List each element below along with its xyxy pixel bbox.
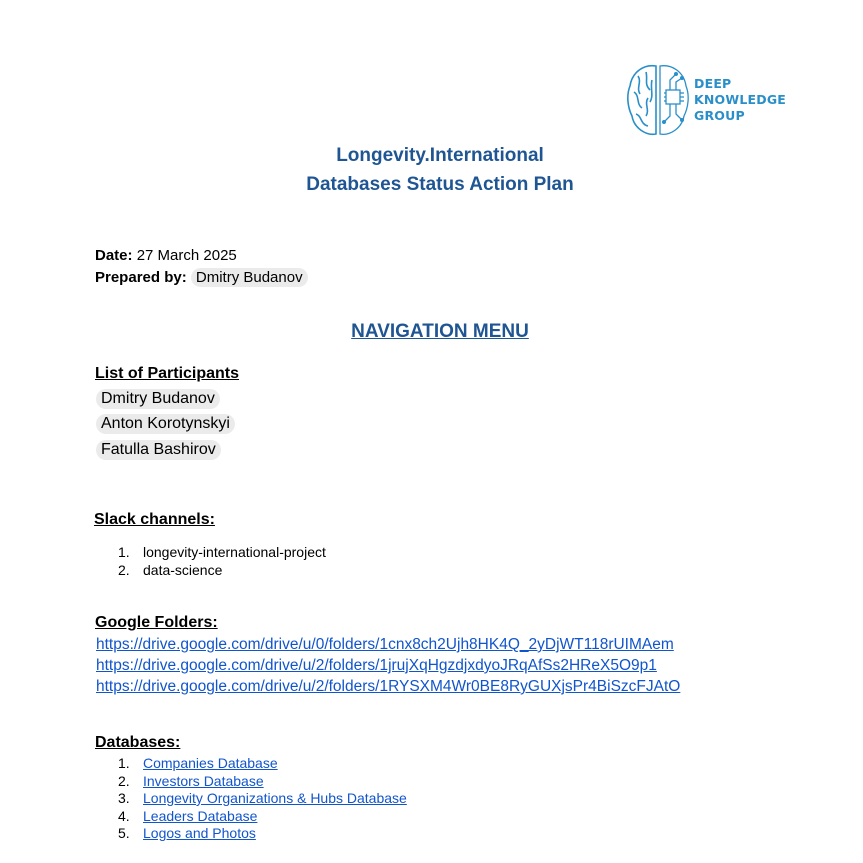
list-number: 1. [118, 755, 130, 771]
slack-heading: Slack channels: [94, 511, 215, 528]
list-number: 2. [118, 561, 130, 578]
list-item [118, 790, 407, 808]
list-number: 3. [118, 790, 130, 806]
list-item [118, 825, 407, 843]
list-number: 2. [118, 772, 130, 789]
participant-chip[interactable]: Anton Korotynskyi [96, 414, 235, 434]
logo-line-3: GROUP [694, 108, 745, 123]
google-folders-heading: Google Folders: [95, 614, 218, 631]
logo-line-2: KNOWLEDGE [694, 92, 787, 107]
doc-title-line-1: Longevity.International [336, 145, 544, 166]
prepared-label: Prepared by: [95, 269, 187, 286]
database-link[interactable]: Longevity Organizations & Hubs Database [143, 790, 407, 806]
date-value: 27 March 2025 [136, 247, 237, 264]
database-link[interactable]: Leaders Database [143, 807, 258, 824]
list-item [118, 755, 407, 773]
slack-channel: longevity-international-project [143, 544, 326, 560]
database-link[interactable]: Companies Database [143, 755, 278, 771]
list-item [118, 773, 407, 791]
doc-title-line-2: Databases Status Action Plan [306, 174, 574, 195]
google-folder-link[interactable]: https://drive.google.com/drive/u/2/folders/1jrujXqHgzdjxdyoJRqAfSs2HReX5O9p1 [96, 657, 657, 674]
logo-line-1: DEEP [694, 76, 732, 91]
list-number: 1. [118, 544, 130, 560]
list-item [118, 562, 326, 580]
list-number: 4. [118, 807, 130, 824]
google-folder-link[interactable]: https://drive.google.com/drive/u/2/folders/1RYSXM4Wr0BE8RyGUXjsPr4BiSzcFJAtO [96, 678, 681, 695]
prepared-by-chip[interactable]: Dmitry Budanov [191, 268, 308, 287]
database-link[interactable]: Logos and Photos [143, 825, 256, 841]
slack-channel-list [118, 544, 326, 579]
list-number: 5. [118, 825, 130, 841]
databases-list [118, 755, 407, 843]
date-line [95, 247, 237, 264]
slack-channel: data-science [143, 561, 223, 578]
google-folder-link[interactable]: https://drive.google.com/drive/u/0/folders/1cnx8ch2Ujh8HK4Q_2yDjWT118rUIMAem [96, 636, 674, 653]
databases-heading: Databases: [95, 734, 181, 751]
company-logo [626, 62, 786, 138]
navigation-menu-title: NAVIGATION MENU [351, 321, 529, 342]
date-label: Date: [95, 247, 133, 264]
participants-heading: List of Participants [95, 365, 240, 382]
database-link[interactable]: Investors Database [143, 772, 264, 789]
prepared-line [95, 268, 308, 287]
participant-chip[interactable]: Fatulla Bashirov [96, 440, 221, 460]
list-item [118, 544, 326, 562]
logo-wordmark [694, 76, 786, 124]
list-item [118, 808, 407, 826]
participant-chip[interactable]: Dmitry Budanov [96, 389, 220, 409]
brain-icon [626, 62, 690, 138]
